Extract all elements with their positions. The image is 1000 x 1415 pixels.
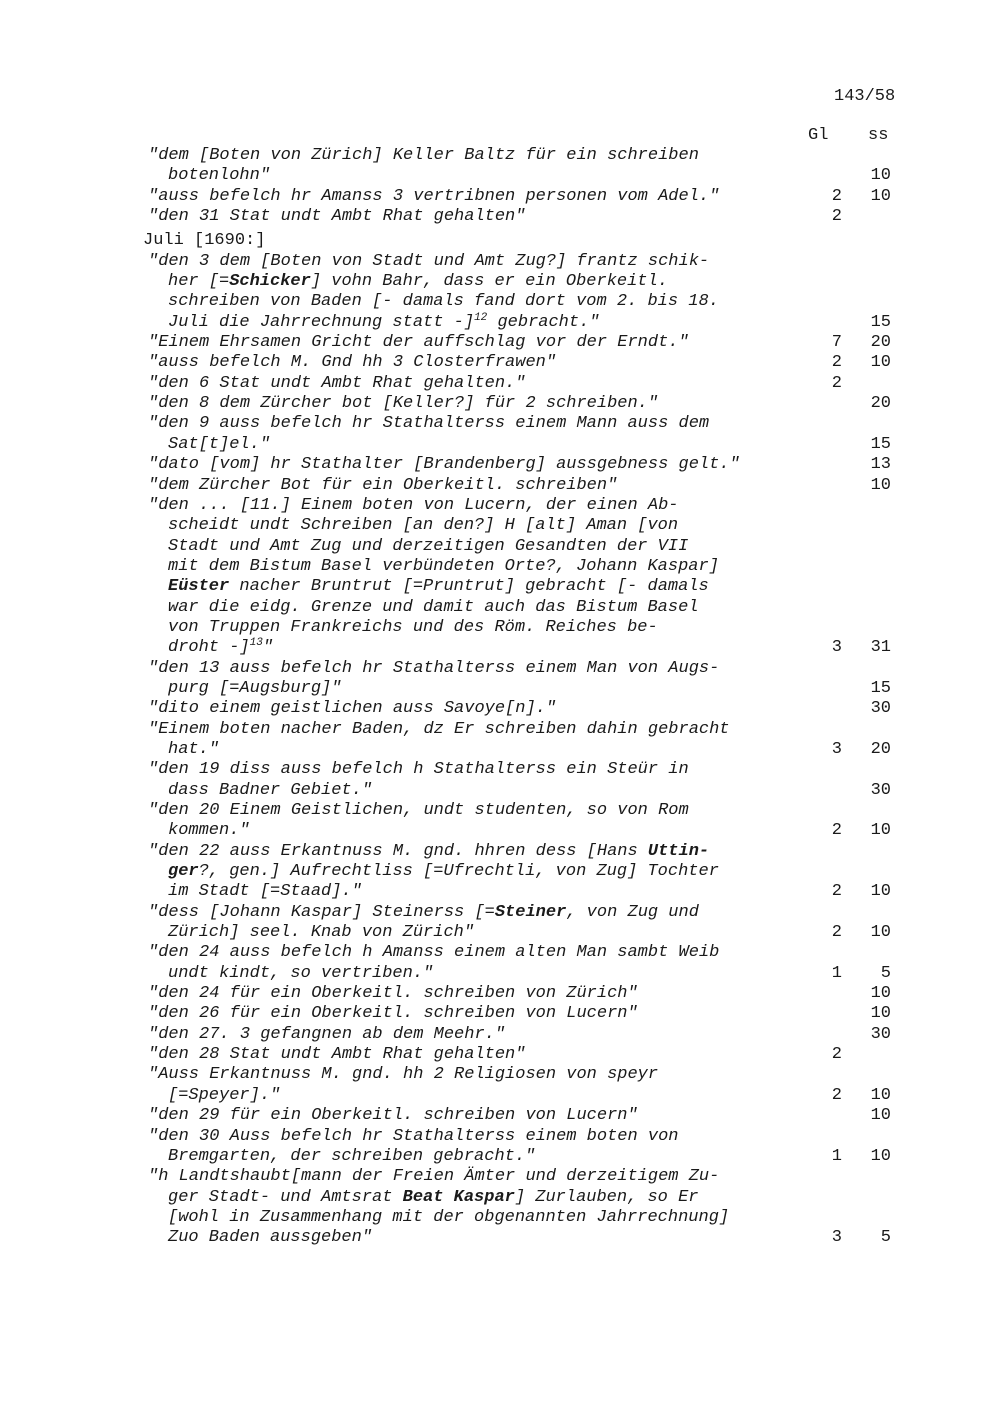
amount-gulden: 2 xyxy=(831,1085,842,1105)
entry-text: "den 31 Stat undt Ambt Rhat gehalten" xyxy=(148,207,526,227)
entry-text: "Auss Erkantnuss M. gnd. hh 2 Religiosen von speyr xyxy=(148,1065,659,1085)
ledger-line xyxy=(0,394,1000,414)
entry-text-part: " xyxy=(262,638,274,658)
entry-text: "dem Zürcher Bot für ein Oberkeitl. schreiben" xyxy=(148,475,618,495)
entry-text-part: "den 22 auss Erkantnuss M. gnd. hhren dess [Hans xyxy=(148,841,648,861)
column-header-schilling: ss xyxy=(868,126,889,145)
ledger-line xyxy=(0,313,1000,333)
entry-text: botenlohn" xyxy=(168,166,271,186)
ledger-line xyxy=(0,455,1000,475)
ledger-line xyxy=(0,252,1000,272)
ledger-line xyxy=(0,1127,1000,1147)
entry-text: "dato [vom] hr Stathalter [Brandenberg] aussgebness gelt." xyxy=(148,455,740,475)
entry-text: "auss befelch M. Gnd hh 3 Closterfrawen" xyxy=(148,353,557,373)
amount-gulden: 2 xyxy=(831,821,842,841)
ledger-line xyxy=(0,1045,1000,1065)
ledger-line xyxy=(0,577,1000,597)
entry-text: "den 13 auss befelch hr Stathalterss einem Man von Augs- xyxy=(148,658,720,678)
entry-text: "den 30 Auss befelch hr Stathalterss einem boten von xyxy=(148,1126,679,1146)
entry-text: "den ... [11.] Einem boten von Lucern, der einen Ab- xyxy=(148,495,679,515)
ledger-line xyxy=(0,187,1000,207)
footnote-ref: 12 xyxy=(474,311,488,324)
entry-text: "h Landtshaubt[mann der Freien Ämter und derzeitigem Zu- xyxy=(148,1167,720,1187)
entry-text: hat." xyxy=(168,739,220,759)
entry-text xyxy=(148,903,699,923)
ledger-line xyxy=(0,353,1000,373)
entry-text-part: ger Stadt- und Amtsrat xyxy=(168,1187,403,1207)
entry-text: "den 20 Einem Geistlichen, undt studenten, so von Rom xyxy=(148,801,689,820)
entry-text: undt kindt, so vertriben." xyxy=(168,963,434,983)
ledger-line xyxy=(0,618,1000,638)
column-header-gulden: Gl xyxy=(808,126,829,145)
amount-schilling: 15 xyxy=(870,312,891,332)
entry-text: "dem [Boten von Zürich] Keller Baltz für ein schreiben xyxy=(148,146,699,165)
amount-gulden: 1 xyxy=(831,963,842,983)
ledger-line xyxy=(0,1188,1000,1208)
amount-schilling: 10 xyxy=(870,821,891,841)
ledger-line xyxy=(0,720,1000,740)
ledger-line xyxy=(0,760,1000,780)
entry-text: "den 28 Stat undt Ambt Rhat gehalten" xyxy=(148,1045,526,1065)
entry-text xyxy=(168,577,709,597)
ledger-line xyxy=(0,435,1000,455)
ledger-line xyxy=(0,516,1000,536)
ledger-line xyxy=(0,638,1000,658)
ledger-line xyxy=(0,1086,1000,1106)
amount-schilling: 5 xyxy=(880,1228,891,1248)
emphasized-name: ger xyxy=(168,862,199,882)
emphasized-name: Eüster xyxy=(168,577,230,597)
entry-text: "den 8 dem Zürcher bot [Keller?] für 2 schreiben." xyxy=(148,394,659,414)
entry-text: "den 19 diss auss befelch h Stathalterss ein Steür in xyxy=(148,760,689,780)
entry-text: "Einem Ehrsamen Gricht der auffschlag vor der Erndt." xyxy=(148,333,689,353)
amount-schilling: 13 xyxy=(870,455,891,475)
entry-text: [=Speyer]." xyxy=(168,1085,281,1105)
entry-text: Zürich] seel. Knab von Zürich" xyxy=(168,923,475,943)
entry-text: "auss befelch hr Amanss 3 vertribnen personen vom Adel." xyxy=(148,186,720,206)
ledger-line xyxy=(0,496,1000,516)
ledger-line xyxy=(0,537,1000,557)
amount-gulden: 2 xyxy=(831,882,842,902)
amount-schilling: 30 xyxy=(870,1024,891,1044)
amount-schilling: 31 xyxy=(870,638,891,658)
ledger-line xyxy=(0,943,1000,963)
ledger-line xyxy=(0,1147,1000,1167)
entry-text: dass Badner Gebiet." xyxy=(168,780,373,800)
amount-gulden: 2 xyxy=(831,207,842,227)
entry-text: war die eidg. Grenze und damit auch das Bistum Basel xyxy=(168,597,699,617)
entry-text-part: ] vohn Bahr, dass er ein Oberkeitl. xyxy=(310,272,668,292)
amount-gulden: 2 xyxy=(831,186,842,206)
amount-gulden: 2 xyxy=(831,373,842,393)
ledger-line xyxy=(0,1106,1000,1126)
emphasized-name: Schicker xyxy=(229,272,311,292)
entry-text xyxy=(168,272,668,292)
ledger-line xyxy=(0,207,1000,227)
ledger-line xyxy=(0,699,1000,719)
entry-text: Stadt und Amt Zug und derzeitigen Gesandten der VII xyxy=(168,536,689,556)
ledger-line xyxy=(0,166,1000,186)
entry-text: "den 27. 3 gefangnen ab dem Meehr." xyxy=(148,1024,506,1044)
ledger-line xyxy=(0,374,1000,394)
entry-text xyxy=(148,842,709,862)
ledger-line xyxy=(0,1025,1000,1045)
entry-text-part: ] Zurlauben, so Er xyxy=(514,1187,699,1207)
entry-text: von Truppen Frankreichs und des Röm. Reiches be- xyxy=(168,617,658,637)
entry-text: im Stadt [=Staad]." xyxy=(168,882,362,902)
amount-gulden: 3 xyxy=(831,1228,842,1248)
amount-gulden: 2 xyxy=(831,923,842,943)
entry-text: "den 24 auss befelch h Amanss einem alten Man sambt Weib xyxy=(148,943,720,963)
amount-schilling: 10 xyxy=(870,1146,891,1166)
entry-text-part: droht -] xyxy=(168,638,250,658)
ledger-line xyxy=(0,862,1000,882)
ledger-line xyxy=(0,801,1000,821)
ledger-line xyxy=(0,292,1000,312)
entry-text xyxy=(168,313,599,333)
entry-text-part: her [= xyxy=(168,272,230,292)
entry-text: "den 24 für ein Oberkeitl. schreiben von Zürich" xyxy=(148,984,638,1004)
entry-text-part: Juli die Jahrrechnung statt -] xyxy=(168,312,475,332)
amount-schilling: 10 xyxy=(870,353,891,373)
entry-text: "den 9 auss befelch hr Stathalterss einem Mann auss dem xyxy=(148,414,710,434)
entry-text: purg [=Augsburg]" xyxy=(168,678,342,698)
ledger-line xyxy=(0,598,1000,618)
entry-text xyxy=(168,1188,699,1208)
ledger-line xyxy=(0,679,1000,699)
entry-text: "den 29 für ein Oberkeitl. schreiben von Lucern" xyxy=(148,1106,638,1126)
ledger-line xyxy=(0,557,1000,577)
amount-schilling: 10 xyxy=(870,1106,891,1126)
page-number: 143/58 xyxy=(834,87,896,106)
entry-text-part: gebracht." xyxy=(487,312,600,332)
entry-text: [wohl in Zusammenhang mit der obgenannten Jahrrechnung] xyxy=(168,1207,730,1227)
footnote-ref: 13 xyxy=(249,637,263,650)
ledger-line xyxy=(0,333,1000,353)
amount-schilling: 30 xyxy=(870,699,891,719)
ledger-line xyxy=(0,476,1000,496)
amount-schilling: 10 xyxy=(870,1085,891,1105)
entry-text: "den 26 für ein Oberkeitl. schreiben von Lucern" xyxy=(148,1004,638,1024)
ledger-line xyxy=(0,781,1000,801)
entry-text: Zuo Baden aussgeben" xyxy=(168,1228,373,1248)
entry-text: "den 6 Stat undt Ambt Rhat gehalten." xyxy=(148,373,526,393)
amount-schilling: 20 xyxy=(870,394,891,414)
amount-schilling: 15 xyxy=(870,434,891,454)
ledger-line xyxy=(0,903,1000,923)
ledger-line xyxy=(0,821,1000,841)
ledger-line xyxy=(0,414,1000,434)
amount-schilling: 10 xyxy=(870,186,891,206)
ledger-line xyxy=(0,659,1000,679)
entry-text-part: ?, gen.] Aufrechtliss [=Ufrechtli, von Zug] Tochter xyxy=(198,862,719,882)
entry-text xyxy=(168,862,719,882)
ledger-line xyxy=(0,1208,1000,1228)
entry-text-part: , von Zug und xyxy=(566,902,699,922)
entry-text: "den 3 dem [Boten von Stadt und Amt Zug?] frantz schik- xyxy=(148,251,710,271)
entry-text: scheidt undt Schreiben [an den?] H [alt] Aman [von xyxy=(168,516,679,536)
amount-schilling: 30 xyxy=(870,780,891,800)
ledger-line xyxy=(0,1004,1000,1024)
entry-text: Sat[t]el." xyxy=(168,434,271,454)
ledger-line xyxy=(0,923,1000,943)
ledger-entries xyxy=(0,146,1000,1249)
entry-text: Juli [1690:] xyxy=(143,231,266,251)
ledger-line xyxy=(0,272,1000,292)
amount-schilling: 10 xyxy=(870,1004,891,1024)
amount-gulden: 1 xyxy=(831,1146,842,1166)
amount-schilling: 10 xyxy=(870,923,891,943)
amount-schilling: 10 xyxy=(870,166,891,186)
ledger-line xyxy=(0,842,1000,862)
ledger-line xyxy=(0,1167,1000,1187)
amount-schilling: 20 xyxy=(870,333,891,353)
entry-text: kommen." xyxy=(168,821,250,841)
amount-gulden: 7 xyxy=(831,333,842,353)
entry-text: "Einem boten nacher Baden, dz Er schreiben dahin gebracht xyxy=(148,719,730,739)
entry-text xyxy=(168,638,273,658)
ledger-line xyxy=(0,146,1000,166)
ledger-line xyxy=(0,964,1000,984)
ledger-line xyxy=(0,882,1000,902)
ledger-line xyxy=(0,984,1000,1004)
entry-text-part: nacher Bruntrut [=Pruntrut] gebracht [- damals xyxy=(229,577,709,597)
entry-text: mit dem Bistum Basel verbündeten Orte?, Johann Kaspar] xyxy=(168,556,719,576)
ledger-line xyxy=(0,740,1000,760)
amount-gulden: 3 xyxy=(831,739,842,759)
entry-text: "dito einem geistlichen auss Savoye[n]." xyxy=(148,699,557,719)
entry-text: Bremgarten, der schreiben gebracht." xyxy=(168,1146,536,1166)
amount-schilling: 10 xyxy=(870,984,891,1004)
amount-gulden: 3 xyxy=(831,638,842,658)
month-heading xyxy=(0,231,1000,251)
emphasized-name: Uttin- xyxy=(647,841,710,861)
amount-schilling: 20 xyxy=(870,739,891,759)
amount-schilling: 5 xyxy=(880,963,891,983)
amount-schilling: 10 xyxy=(870,882,891,902)
amount-gulden: 2 xyxy=(831,353,842,373)
amount-schilling: 10 xyxy=(870,475,891,495)
emphasized-name: Steiner xyxy=(494,902,567,922)
amount-schilling: 15 xyxy=(870,678,891,698)
ledger-line xyxy=(0,1065,1000,1085)
ledger-line xyxy=(0,1228,1000,1248)
amount-gulden: 2 xyxy=(831,1045,842,1065)
entry-text: schreiben von Baden [- damals fand dort vom 2. bis 18. xyxy=(168,292,719,312)
entry-text-part: "dess [Johann Kaspar] Steinerss [= xyxy=(148,902,495,922)
emphasized-name: Beat Kaspar xyxy=(402,1187,515,1207)
